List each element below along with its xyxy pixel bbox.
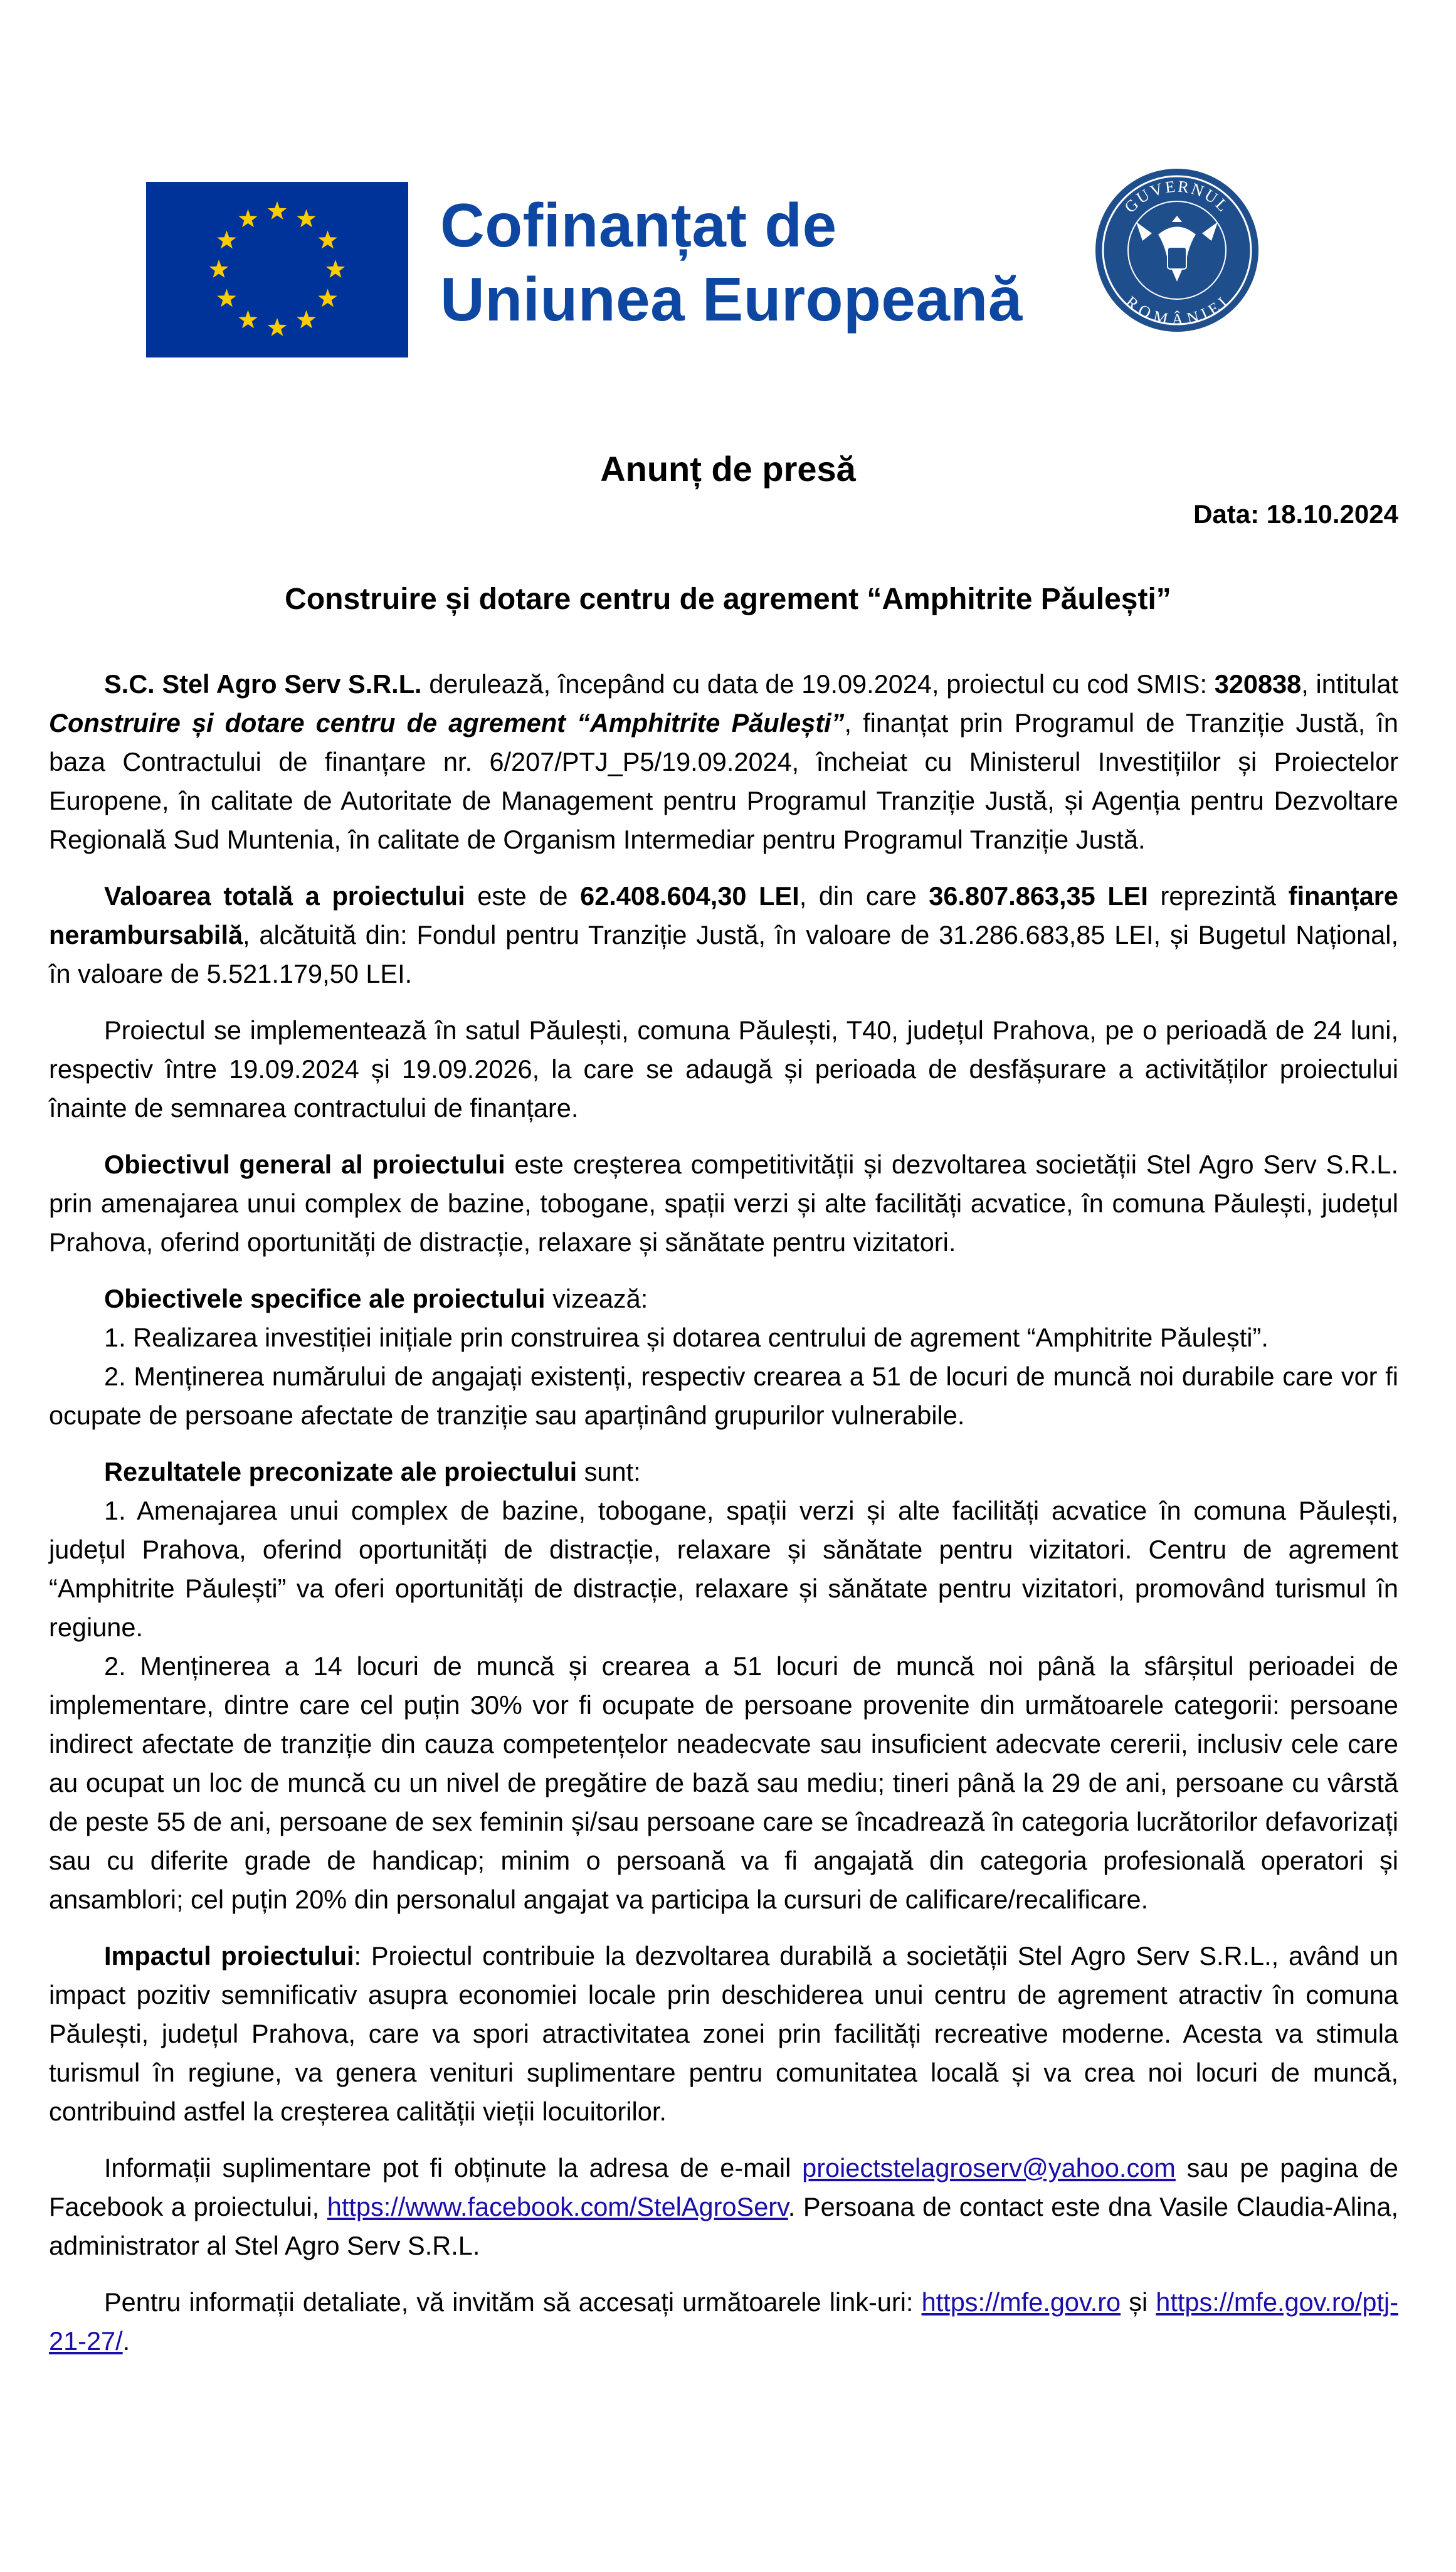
page-title: Anunț de presă [600,449,856,489]
email-link[interactable]: proiectstelagroserv@yahoo.com [802,2153,1176,2183]
paragraph-contact: Informații suplimentare pot fi obținute la adresa de e-mail proiectstelagroserv@yahoo.com sau pe pagina de Facebook a proiectului, https://www.facebook.com/StelAgroServ. Persoana de contact este dna Vasile Claudia-Alina, administrator al Stel Agro Serv S.R.L. [49,2153,1398,2260]
facebook-link[interactable]: https://www.facebook.com/StelAgroServ [327,2192,788,2221]
list-item: 1. Amenajarea unui complex de bazine, tobogane, spații verzi și alte facilități acvatice în comuna Păulești, județul Prahova, oferind oportunități de distracție, relaxare și sănătate pentru vizitatori. Centru de agrement “Amphitrite Păulești” va oferi oportunități de distracție, relaxare și sănătate pentru vizitatori, promovând turismul în regiune. [49,1496,1398,1642]
list-item: 1. Realizarea investiției inițiale prin construirea și dotarea centrului de agrement “Amphitrite Păulești”. [104,1323,1269,1352]
eu-star-icon [268,201,287,220]
paragraph-value: Valoarea totală a proiectului este de 62.408.604,30 LEI, din care 36.807.863,35 LEI reprezintă finanțare nerambursabilă, alcătuită din: Fondul pentru Tranziție Justă, în valoare de 31.286.683,85 LEI, și Bugetul Național, în valoare de 5.521.179,50 LEI. [49,881,1399,988]
paragraph-links: Pentru informații detaliate, vă invităm să accesați următoarele link-uri: https://mfe.gov.ro și https://mfe.gov.ro/ptj-21-27/. [49,2287,1399,2356]
eu-text-line1: Cofinanțat de [440,191,837,260]
eu-star-icon [217,289,236,307]
eu-stars-icon [146,182,408,357]
eu-star-icon [318,231,337,249]
smis-code: 320838 [1214,669,1302,699]
eu-star-icon [297,310,315,329]
company-name: S.C. Stel Agro Serv S.R.L. [104,669,422,699]
eu-star-icon [209,260,228,278]
romanian-government-seal-logo [1092,166,1262,335]
list-item: 2. Menținerea numărului de angajați existenți, respectiv crearea a 51 de locuri de muncă noi durabile care vor fi ocupate de persoane afectate de tranziție sau aparținând grupurilor vulnerabile. [49,1362,1398,1430]
eu-text-line2: Uniunea Europeană [440,265,1023,334]
total-value: 62.408.604,30 LEI [580,881,799,911]
seal-text-bottom: ROMÂNIEI [1122,292,1233,329]
paragraph-intro: S.C. Stel Agro Serv S.R.L. derulează, începând cu data de 19.09.2024, proiectul cu cod SMIS: 320838, intitulat Construire și dotare centru de agrement “Amphitrite Păulești”, finanțat prin Programul de Tranziție Justă, în baza Contractului de finanțare nr. 6/207/PTJ_P5/19.09.2024, încheiat cu Ministerul Investițiilor și Proiectelor Europene, în calitate de Autoritate de Management pentru Programul Tranziție Justă, și Agenția pentru Dezvoltare Regională Sud Muntenia, în calitate de Organism Intermediar pentru Programul Tranziție Justă. [49,669,1398,854]
project-subtitle: Construire și dotare centru de agrement “Amphitrite Păulești” [285,583,1171,616]
eu-star-icon [318,289,337,307]
paragraph-general-objective: Obiectivul general al proiectului este creșterea competitivității și dezvoltarea societății Stel Agro Serv S.R.L. prin amenajarea unui complex de bazine, tobogane, spații verzi și alte facilități acvatice, în comuna Păulești, județul Prahova, oferind oportunități de distracție, relaxare și sănătate pentru vizitatori. [49,1150,1398,1257]
header [0,0,1456,389]
eu-star-icon [217,231,236,249]
paragraph-expected-results: Rezultatele preconizate ale proiectului sunt: [104,1457,641,1486]
eu-star-icon [297,209,315,228]
eu-star-icon [268,318,287,336]
grant-value: 36.807.863,35 LEI [929,881,1148,911]
paragraph-specific-objectives: Obiectivele specifice ale proiectului vizează: [104,1284,648,1313]
eu-star-icon [326,260,345,278]
eu-star-icon [238,310,257,329]
mfe-link[interactable]: https://mfe.gov.ro [921,2287,1121,2317]
eu-cofinancing-text [440,188,1023,336]
eu-star-icon [238,209,257,228]
seal-text-top: GUVERNUL [1121,177,1233,217]
press-release-body [49,665,1398,2378]
list-item: 2. Menținerea a 14 locuri de muncă și crearea a 51 locuri de muncă noi până la sfârșitul perioadei de implementare, dintre care cel puțin 30% vor fi ocupate de persoane provenite din următoarele categorii: persoane indirect afectate de tranziție din cauza competențelor neadecvate sau insuficient adecvate cererii, inclusiv cele care au ocupat un loc de muncă cu un nivel de pregătire de bază sau mediu; tineri până la 29 de ani, persoane cu vârstă de peste 55 de ani, persoane de sex feminin și/sau persoane care se încadrează în categoria lucrătorilor defavorizați sau cu diferite grade de handicap; minim o persoană va fi angajată din categoria profesională operatori și ansamblori; cel puțin 20% din personalul angajat va participa la cursuri de calificare/recalificare. [49,1651,1398,1914]
paragraph-implementation: Proiectul se implementează în satul Păulești, comuna Păulești, T40, județul Prahova, pe o perioadă de 24 luni, respectiv între 19.09.2024 și 19.09.2026, la care se adaugă și perioada de desfășurare a activităților proiectului înainte de semnarea contractului de finanțare. [49,1015,1398,1123]
project-title-inline: Construire și dotare centru de agrement “Amphitrite Păulești” [49,708,845,738]
document-date: Data: 18.10.2024 [1193,499,1398,529]
eu-flag-logo [146,182,408,357]
ptj-link[interactable]: https://mfe.gov.ro/ptj-21-27/ [49,2287,1399,2356]
paragraph-impact: Impactul proiectului: Proiectul contribuie la dezvoltarea durabilă a societății Stel Agro Serv S.R.L., având un impact pozitiv semnificativ asupra economiei locale prin deschiderea unui centru de agrement atractiv în comuna Păulești, județul Prahova, care va spori atractivitatea zonei prin facilități recreative moderne. Acesta va stimula turismul în regiune, va genera venituri suplimentare pentru comunitatea locală și va crea noi locuri de muncă, contribuind astfel la creșterea calității vieții locuitorilor. [49,1941,1398,2126]
